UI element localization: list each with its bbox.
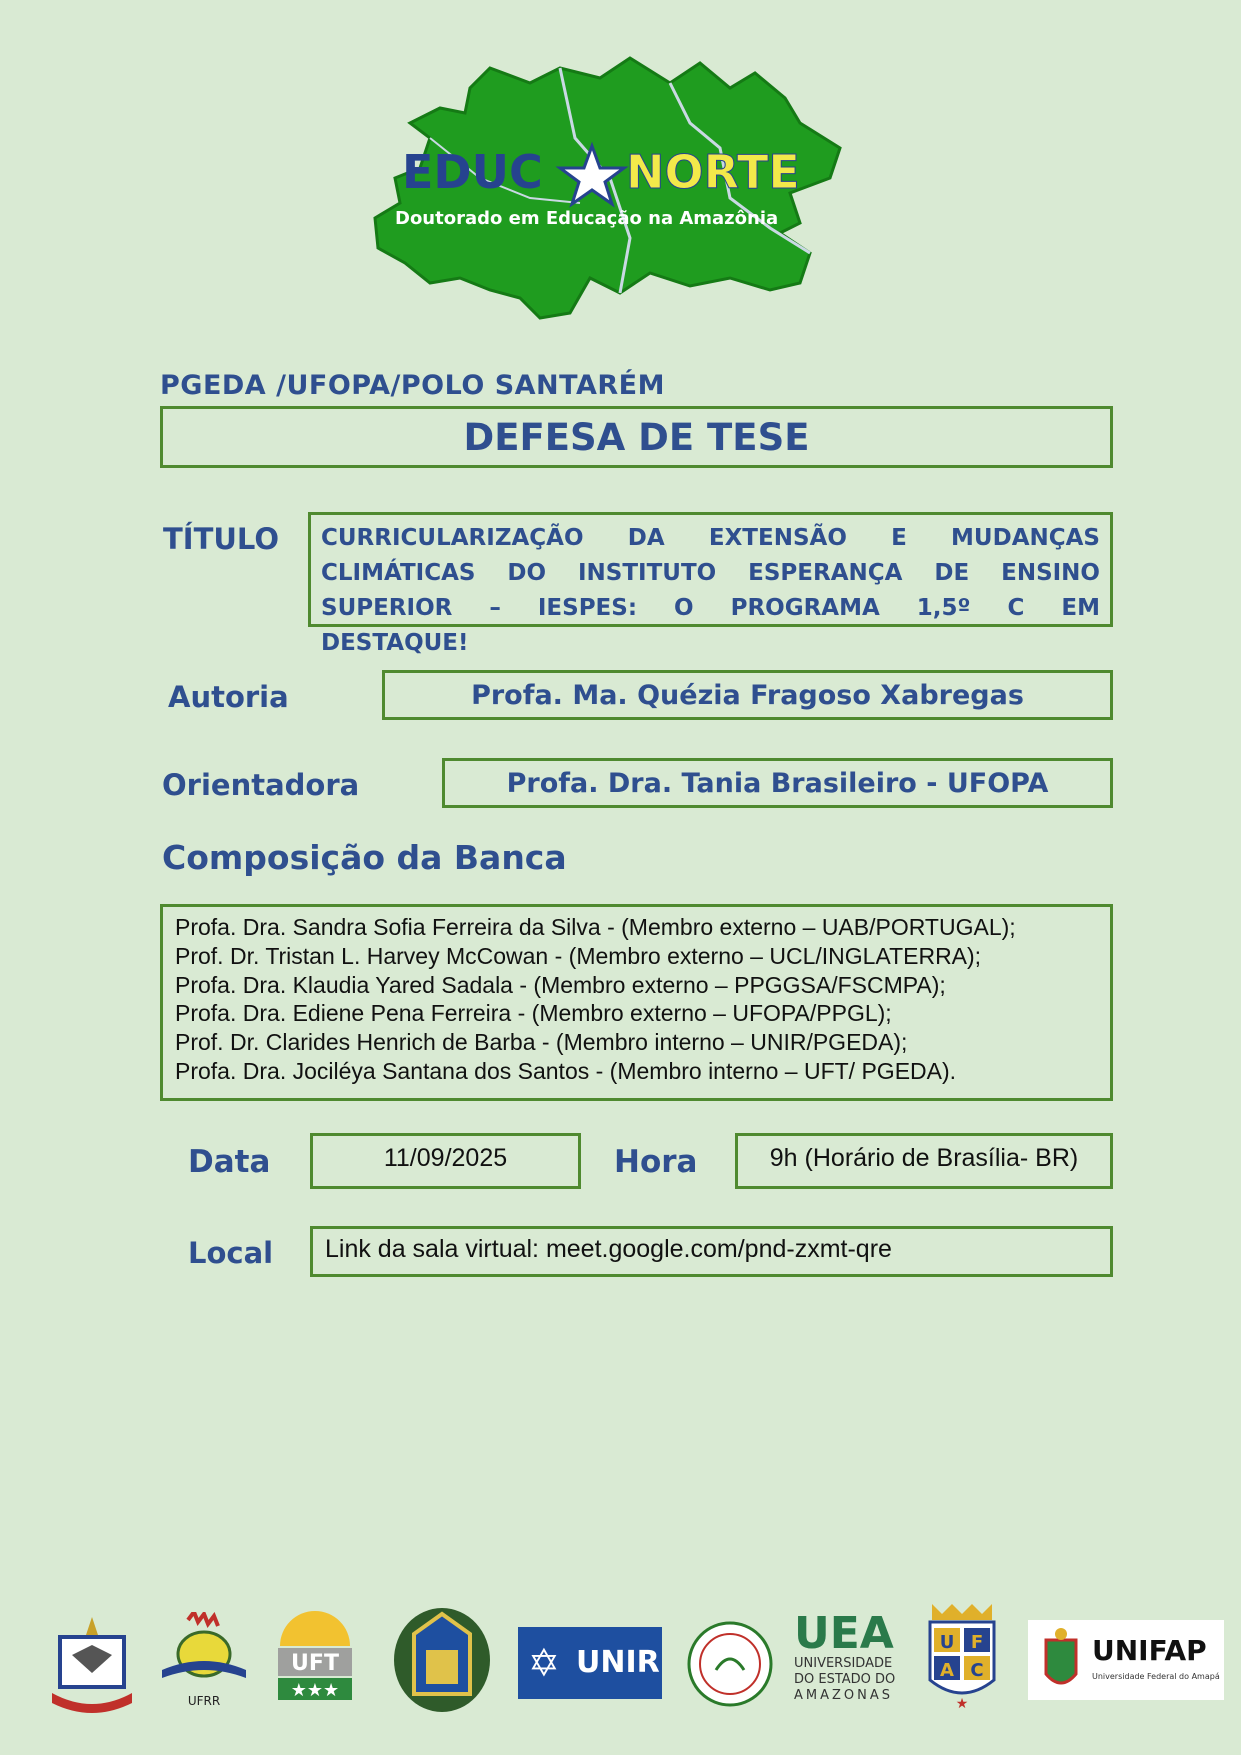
data-label: Data: [188, 1144, 271, 1180]
uea-sub-2: DO ESTADO DO: [794, 1672, 896, 1687]
ufac-letter: U: [939, 1632, 955, 1653]
uea-label: UEA: [794, 1608, 894, 1659]
banca-member: Prof. Dr. Clarides Henrich de Barba - (Membro interno – UNIR/PGEDA);: [175, 1029, 908, 1056]
titulo-label: TÍTULO: [163, 522, 279, 556]
uea-logo: [794, 1608, 898, 1712]
ufac-logo: [922, 1600, 1002, 1712]
titulo-text: CURRICULARIZAÇÃO DA EXTENSÃO E MUDANÇAS CLIMÁTICAS DO INSTITUTO ESPERANÇA DE ENSINO SUPERIOR – IESPES: O PROGRAMA 1,5º C EM DESTAQUE!: [321, 525, 1100, 656]
autoria-label: Autoria: [168, 680, 289, 714]
unifap-sub: Universidade Federal do Amapá: [1092, 1672, 1220, 1681]
unir-logo: [518, 1627, 662, 1699]
local-label: Local: [188, 1236, 274, 1270]
star-icon: ★: [955, 1696, 969, 1712]
unifap-seal-icon: [1036, 1626, 1086, 1696]
program-name: PGEDA /UFOPA/POLO SANTARÉM: [160, 370, 665, 401]
amazon-map-graphic: [370, 28, 890, 338]
banca-title: Composição da Banca: [162, 838, 567, 877]
banca-member: Profa. Dra. Ediene Pena Ferreira - (Membro externo – UFOPA/PPGL);: [175, 1000, 892, 1027]
banca-member: Profa. Dra. Klaudia Yared Sadala - (Membro externo – PPGGSA/FSCMPA);: [175, 971, 946, 998]
banca-box: [160, 904, 1113, 1101]
banca-member: Prof. Dr. Tristan L. Harvey McCowan - (Membro externo – UCL/INGLATERRA);: [175, 942, 982, 969]
ufam-seal-logo: [686, 1620, 774, 1708]
data-value: 11/09/2025: [383, 1144, 508, 1172]
autoria-box: [382, 670, 1113, 720]
ufrr-label: UFRR: [187, 1694, 221, 1708]
hora-label: Hora: [614, 1144, 698, 1180]
unir-star-icon: ✡: [528, 1641, 560, 1685]
orientadora-value: Profa. Dra. Tania Brasileiro - UFOPA: [506, 767, 1049, 799]
ufopa-seal-logo: [390, 1604, 494, 1714]
logo-tagline: Doutorado em Educação na Amazônia: [395, 208, 779, 229]
page-title: DEFESA DE TESE: [463, 415, 810, 459]
uft-stars-icon: ★★★: [290, 1680, 340, 1701]
heading-box: [160, 406, 1113, 468]
logo-brand-left: EDUC: [402, 145, 543, 199]
orientadora-label: Orientadora: [162, 768, 360, 802]
banca-member: Profa. Dra. Jociléya Santana dos Santos - (Membro interno – UFT/ PGEDA).: [175, 1057, 957, 1084]
orientadora-box: [442, 758, 1113, 808]
unir-label: UNIR: [576, 1645, 660, 1680]
logo-brand-right: NORTE: [626, 145, 800, 199]
hora-box: [735, 1133, 1113, 1189]
data-box: [310, 1133, 581, 1189]
uft-logo: [268, 1606, 362, 1706]
hora-value: 9h (Horário de Brasília- BR): [769, 1144, 1079, 1172]
autoria-value: Profa. Ma. Quézia Fragoso Xabregas: [471, 679, 1024, 711]
uea-sub-3: AMAZONAS: [794, 1688, 894, 1703]
ufac-letter: C: [970, 1660, 984, 1681]
uea-sub-1: UNIVERSIDADE: [794, 1656, 893, 1671]
ufac-letter: F: [970, 1632, 984, 1653]
unifap-logo: [1028, 1620, 1224, 1700]
titulo-box: [308, 512, 1113, 656]
unifap-label: UNIFAP: [1092, 1634, 1207, 1667]
local-link[interactable]: Link da sala virtual: meet.google.com/pnd-zxmt-qre: [325, 1235, 892, 1263]
banca-member: Profa. Dra. Sandra Sofia Ferreira da Silva - (Membro externo – UAB/PORTUGAL);: [175, 914, 1016, 940]
local-box: [310, 1226, 1113, 1277]
ufrr-logo: [158, 1612, 250, 1712]
educanorte-logo: [370, 28, 890, 338]
ufac-letter: A: [940, 1660, 954, 1681]
ufpa-seal-logo: [46, 1615, 138, 1715]
uft-label: UFT: [291, 1651, 339, 1676]
